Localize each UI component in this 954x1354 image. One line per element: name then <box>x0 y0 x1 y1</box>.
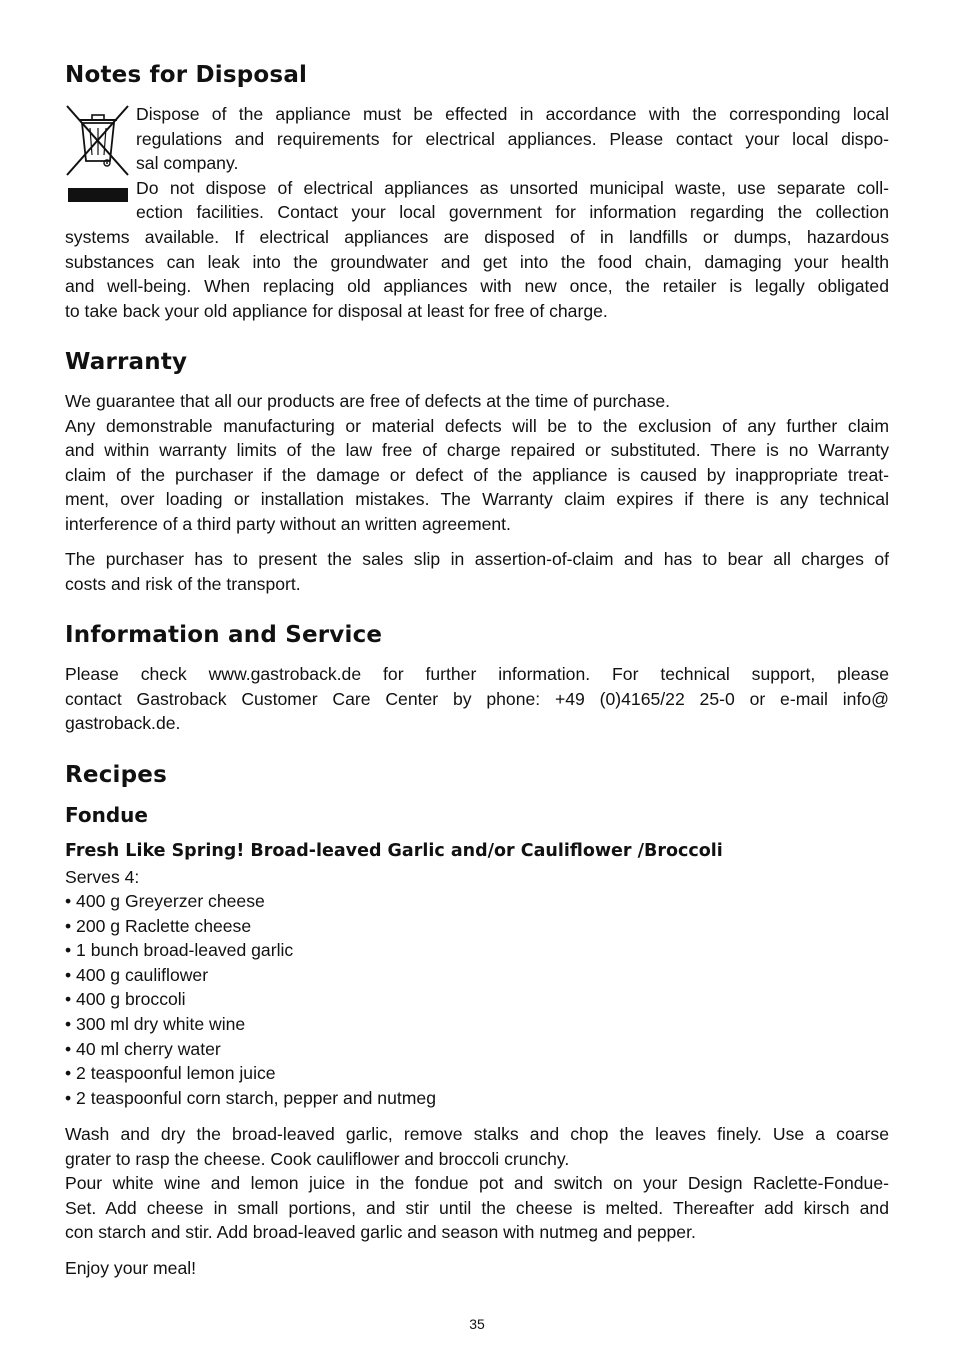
text-line: Wash and dry the broad-leaved garlic, remove stalks and chop the leaves finely. Use a coarse <box>65 1124 889 1144</box>
text-line: ment, over loading or installation mistakes. The Warranty claim expires if there is any technical <box>65 489 889 510</box>
list-item: • 200 g Raclette cheese <box>65 915 252 936</box>
text-line: We guarantee that all our products are free of defects at the time of purchase. <box>65 391 671 411</box>
text-line: grater to rasp the cheese. Cook cauliflower and broccoli crunchy. <box>65 1148 570 1169</box>
text-line: substances can leak into the groundwater and get into the food chain, damaging your health <box>65 251 889 272</box>
list-item: • 400 g cauliflower <box>65 964 209 985</box>
crossed-out-wheelie-bin-icon <box>65 103 131 203</box>
text-line: con starch and stir. Add broad-leaved garlic and season with nutmeg and pepper. <box>65 1222 696 1243</box>
method-paragraph <box>65 1122 889 1245</box>
list-item: • 400 g broccoli <box>65 989 186 1010</box>
text-line: Please check www.gastroback.de for further information. For technical support, please <box>65 664 889 684</box>
text-line: costs and risk of the transport. <box>65 573 301 594</box>
info-paragraph <box>65 662 889 736</box>
text-line: claim of the purchaser if the damage or defect of the appliance is caused by inappropriate treat- <box>65 464 889 485</box>
disposal-paragraph-1 <box>136 102 889 225</box>
list-item: • 2 teaspoonful corn starch, pepper and nutmeg <box>65 1087 436 1108</box>
disposal-paragraph-2 <box>65 225 889 323</box>
page-number: 35 <box>469 1316 485 1332</box>
disposal-heading: Notes for Disposal <box>65 62 308 88</box>
list-item: • 40 ml cherry water <box>65 1038 221 1059</box>
text-line: The purchaser has to present the sales slip in assertion-of-claim and has to bear all charges of <box>65 549 889 569</box>
text-line: interference of a third party without an written agreement. <box>65 513 511 534</box>
text-line: and well-being. When replacing old appliances with new once, the retailer is legally obligated <box>65 276 889 297</box>
closing-line <box>65 1256 889 1281</box>
list-item: • 300 ml dry white wine <box>65 1013 246 1034</box>
text-line: Any demonstrable manufacturing or material defects will be to the exclusion of any further claim <box>65 415 889 436</box>
text-line: Dispose of the appliance must be effected in accordance with the corresponding local <box>136 104 889 124</box>
text-line: systems available. If electrical appliances are disposed of in landfills or dumps, hazardous <box>65 227 889 247</box>
text-line: Set. Add cheese in small portions, and stir until the cheese is melted. Thereafter add kirsch and <box>65 1197 889 1218</box>
text-line: Pour white wine and lemon juice in the fondue pot and switch on your Design Raclette-Fondue- <box>65 1173 889 1194</box>
info-heading: Information and Service <box>65 622 383 648</box>
ingredient-list <box>65 889 436 1110</box>
recipes-heading: Recipes <box>65 762 167 788</box>
text-line: sal company. <box>136 153 239 174</box>
text-line: gastroback.de. <box>65 713 181 734</box>
fondue-subheading: Fondue <box>65 803 148 827</box>
text-line: ection facilities. Contact your local government for information regarding the collection <box>136 202 889 223</box>
warranty-heading: Warranty <box>65 349 188 375</box>
text-line: regulations and requirements for electrical appliances. Please contact your local dispo- <box>136 128 889 149</box>
warranty-paragraph-1 <box>65 389 889 537</box>
list-item: • 2 teaspoonful lemon juice <box>65 1063 276 1084</box>
text-line: and within warranty limits of the law free of charge repaired or substituted. There is no Warranty <box>65 440 889 461</box>
list-item: • 1 bunch broad-leaved garlic <box>65 940 294 961</box>
closing-text: Enjoy your meal! <box>65 1258 197 1278</box>
serves-text: Serves 4: <box>65 867 140 887</box>
warranty-paragraph-2 <box>65 547 889 596</box>
list-item: • 400 g Greyerzer cheese <box>65 891 265 911</box>
text-line: to take back your old appliance for disposal at least for free of charge. <box>65 300 608 321</box>
text-line: contact Gastroback Customer Care Center by phone: +49 (0)4165/22 25-0 or e-mail info@ <box>65 688 889 709</box>
serves-line <box>65 865 889 890</box>
text-line: Do not dispose of electrical appliances as unsorted municipal waste, use separate coll- <box>136 177 889 198</box>
recipe-title: Fresh Like Spring! Broad-leaved Garlic and/or Cauliflower /Broccoli <box>65 841 723 861</box>
